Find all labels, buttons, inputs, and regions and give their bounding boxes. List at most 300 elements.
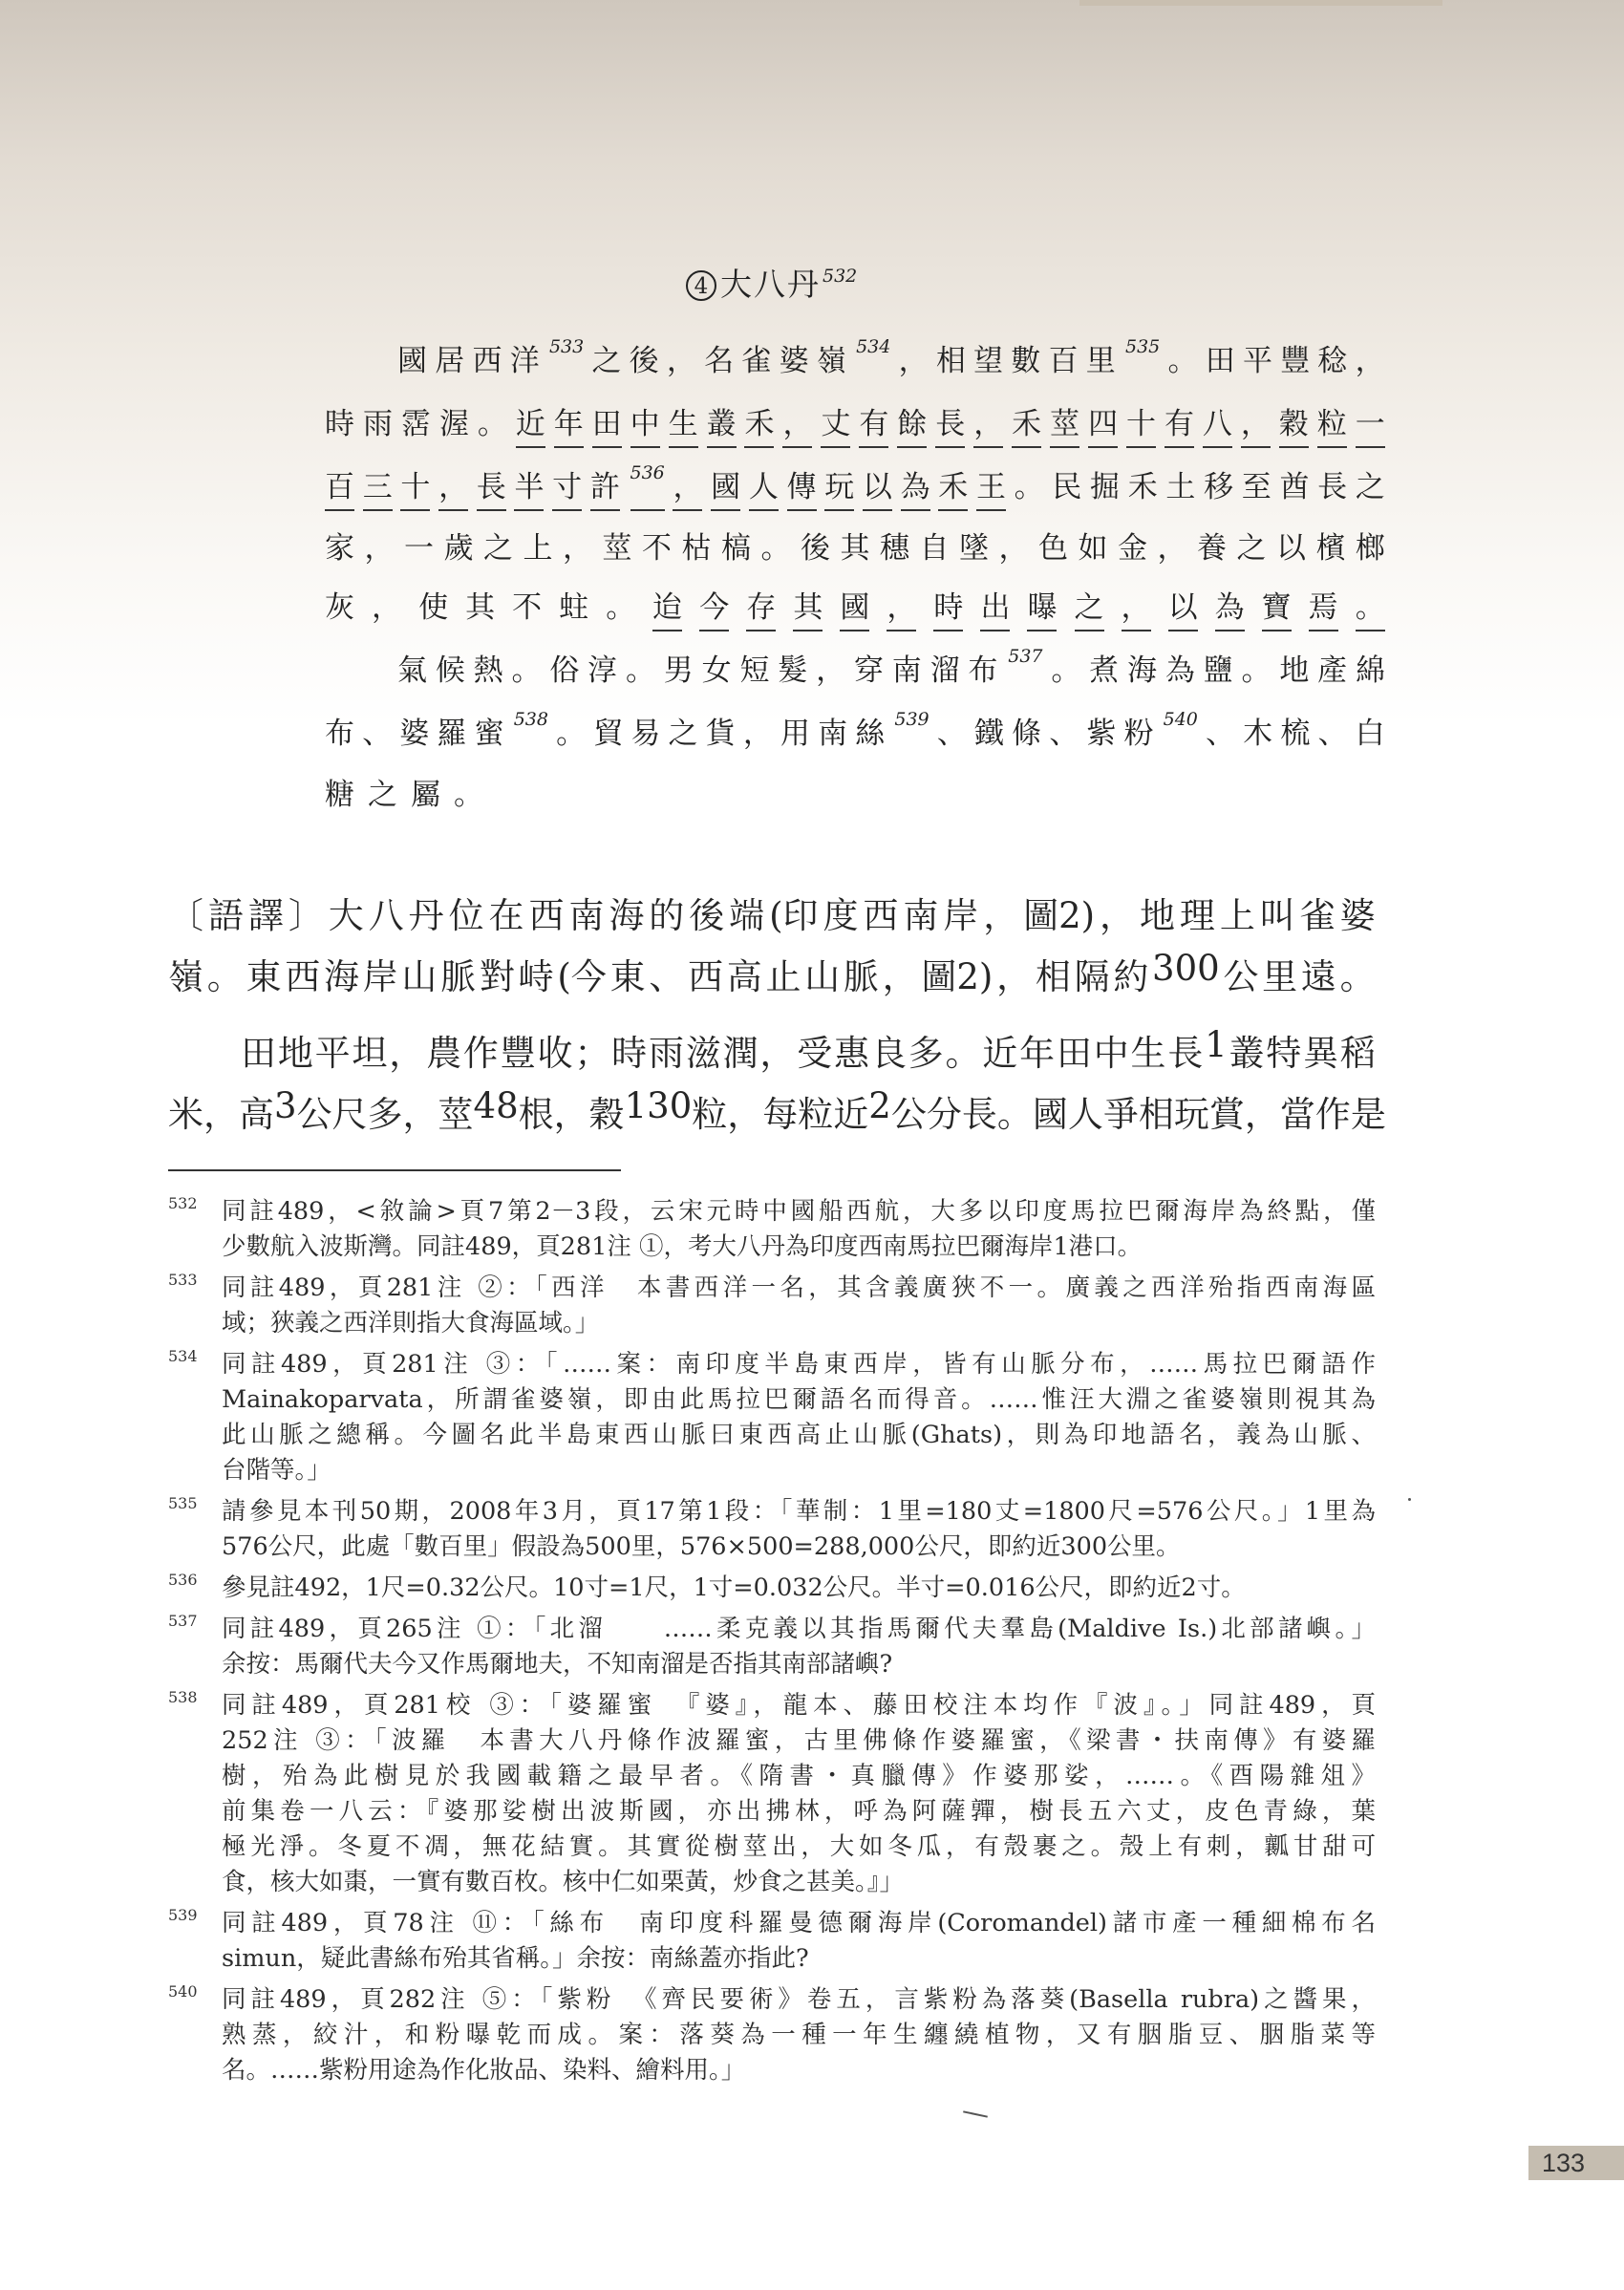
- character: 海: [1127, 653, 1157, 688]
- character: 民: [1052, 470, 1082, 504]
- translation-token: 。: [1339, 956, 1376, 997]
- translation-token: 莖: [438, 1094, 474, 1135]
- translation-token: 約: [1113, 956, 1149, 997]
- translation-token: 、: [649, 956, 685, 997]
- character: 四: [1088, 399, 1118, 448]
- character: 、: [362, 717, 393, 751]
- footnote-text: [222, 1194, 1376, 1265]
- character: 。: [1241, 653, 1271, 688]
- translation-token: 多: [367, 1094, 403, 1135]
- character: 粒: [1317, 399, 1347, 448]
- translation-token: 脈: [843, 956, 879, 997]
- translation-token: ，: [203, 1094, 239, 1135]
- translation-token: 特: [1266, 1033, 1302, 1074]
- character: ，: [1355, 344, 1385, 378]
- translation-token: 48: [473, 1085, 519, 1126]
- character: 後: [801, 531, 830, 566]
- character: 枯: [681, 531, 712, 566]
- character: ，: [898, 344, 929, 378]
- character: 霑: [400, 407, 431, 441]
- footnote-text: [222, 1271, 1376, 1341]
- character: 墜: [959, 531, 989, 566]
- character: 白: [1355, 717, 1385, 751]
- translation-token: 〔: [168, 895, 203, 936]
- character: 土: [1165, 470, 1196, 504]
- character: 、: [1206, 717, 1236, 751]
- translation-token: 南: [903, 895, 939, 936]
- character: ，: [816, 653, 846, 688]
- character: 移: [1204, 470, 1234, 504]
- footnote: [168, 1906, 1376, 1977]
- character: 氣: [397, 653, 427, 688]
- character: 許: [590, 462, 620, 511]
- translation-token: 時: [611, 1033, 648, 1074]
- character: 為: [1215, 583, 1245, 631]
- translation-token: 良: [870, 1033, 907, 1074]
- character: 屬: [411, 778, 454, 812]
- translation-token: (印: [769, 895, 819, 936]
- footnote-line: 參見註492，1尺=0.32公尺。10寸=1尺，1寸=0.032公尺。半寸=0.016公尺，即約近2寸。: [222, 1573, 1246, 1602]
- character: 年: [554, 399, 584, 448]
- translation-token: 3: [274, 1085, 297, 1126]
- footnote-ref: 537: [1008, 646, 1043, 667]
- footnote-text: [222, 1571, 1376, 1606]
- footnote-number: 538: [168, 1688, 198, 1706]
- classical-line: [325, 524, 1385, 567]
- translation-token: 東: [246, 956, 282, 997]
- character: 有: [1165, 399, 1194, 448]
- footnote-line: 252注 ③：「波羅 本書大八丹條作波羅蜜，古里佛條作婆羅蜜，《梁書・扶南傳》有婆羅: [222, 1726, 1376, 1755]
- character: 梳: [1280, 717, 1311, 751]
- translation-token: 近: [982, 1033, 1018, 1074]
- translation-token: 每: [762, 1094, 799, 1135]
- scan-speck: [963, 2110, 988, 2117]
- footnotes: [168, 1194, 1376, 2094]
- translation-token: 受: [797, 1033, 833, 1074]
- character: 不: [512, 590, 543, 625]
- page-number: 133: [1528, 2146, 1624, 2180]
- translation-token: 端: [729, 895, 765, 936]
- character: 一: [404, 531, 434, 566]
- translation-token: 。: [945, 1033, 981, 1074]
- character: 貿: [593, 717, 624, 751]
- character: 焉: [1309, 583, 1338, 631]
- character: 莖: [602, 531, 632, 566]
- translation-token: 。: [996, 1094, 1033, 1135]
- character: 為: [901, 462, 930, 511]
- character: 掘: [1090, 470, 1121, 504]
- character: 榔: [1356, 531, 1385, 566]
- character: 灰: [325, 590, 354, 625]
- character: 其: [465, 590, 496, 625]
- translation-token: 止: [765, 956, 801, 997]
- translation-token: 尺: [331, 1094, 368, 1135]
- character: 長: [935, 399, 965, 448]
- character: 南: [818, 717, 848, 751]
- footnote-line: 請參見本刊50期，2008年3月，頁17第1段：「華制：1里=180丈=1800尺=576公尺。」1里為: [222, 1497, 1376, 1526]
- translation-token: 豐: [500, 1033, 536, 1074]
- character: ，: [1157, 531, 1187, 566]
- character: 絲: [855, 717, 886, 751]
- translation-token: 的: [649, 895, 685, 936]
- character: 以: [863, 462, 892, 511]
- character: ，: [1122, 583, 1151, 631]
- footnote-number: 532: [168, 1194, 198, 1212]
- translation-token: 公: [296, 1094, 332, 1135]
- character: 上: [523, 531, 553, 566]
- character: 之: [591, 344, 622, 378]
- footnote-ref: 533: [548, 336, 585, 357]
- character: 之: [1075, 583, 1104, 631]
- character: 南: [891, 653, 922, 688]
- scan-speck: [1408, 1498, 1411, 1501]
- classical-line: [325, 462, 1385, 511]
- character: 穀: [1279, 399, 1309, 448]
- character: 生: [669, 399, 698, 448]
- character: 。: [1051, 653, 1081, 688]
- translation-token: 脈: [440, 956, 477, 997]
- character: 禾: [1127, 470, 1158, 504]
- character: 用: [780, 717, 810, 751]
- translation-token: 2: [868, 1085, 891, 1126]
- character: 地: [1279, 653, 1310, 688]
- character: 至: [1241, 470, 1271, 504]
- character: 布: [325, 717, 354, 751]
- character: 稔: [1317, 344, 1348, 378]
- character: 之: [1236, 531, 1267, 566]
- character: 餘: [897, 399, 927, 448]
- character: 綿: [1355, 653, 1385, 688]
- character: 如: [1078, 531, 1108, 566]
- footnote: [168, 1494, 1376, 1565]
- translation-token: 語: [207, 895, 244, 936]
- classical-line: [325, 399, 1385, 448]
- character: ，: [364, 531, 395, 566]
- character: 鹽: [1203, 653, 1233, 688]
- character: 木: [1243, 717, 1273, 751]
- footnote-number: 539: [168, 1906, 198, 1924]
- footnote-line: 食，核大如棗，一實有數百枚。核中仁如栗黃，炒食之甚美。』」: [222, 1868, 905, 1896]
- translation-token: ，: [1100, 895, 1136, 936]
- footnote-text: [222, 1612, 1376, 1682]
- character: 雨: [362, 407, 393, 441]
- character: 。: [760, 531, 791, 566]
- character: 其: [840, 531, 870, 566]
- classical-line: [397, 646, 1385, 689]
- translation-token: 叫: [1259, 895, 1295, 936]
- translation-token: 國: [1032, 1094, 1068, 1135]
- character: 酋: [1279, 470, 1310, 504]
- footnote-line: 名。……紫粉用途為作化妝品、染料、繪料用。」: [222, 2056, 746, 2085]
- footnote-line: 少數航入波斯灣。同註489，頁281注 ①，考大八丹為印度西南馬拉巴爾海岸1港口。: [222, 1232, 1143, 1261]
- translation-token: 潤: [722, 1033, 759, 1074]
- footnote-line: 樹，殆為此樹見於我國載籍之最早者。《隋書・真臘傳》作婆那娑，……。《酉陽雜俎》: [222, 1762, 1376, 1790]
- translation-token: 高: [239, 1094, 274, 1135]
- character: 玩: [824, 462, 854, 511]
- character: 、: [1049, 717, 1079, 751]
- character: 歲: [443, 531, 474, 566]
- translation-line: [168, 1085, 1386, 1137]
- character: 今: [699, 583, 729, 631]
- character: 望: [973, 344, 1004, 378]
- character: 粉: [1123, 717, 1154, 751]
- footnote: [168, 1612, 1376, 1682]
- character: 有: [859, 399, 888, 448]
- translation-token: 上: [1219, 895, 1255, 936]
- translation-token: 里: [1262, 956, 1298, 997]
- character: 不: [642, 531, 672, 566]
- translation-token: 。: [206, 956, 243, 997]
- character: 禾: [1012, 399, 1041, 448]
- translation-token: 130: [624, 1085, 693, 1126]
- character: 條: [1012, 717, 1042, 751]
- character: 中: [630, 399, 660, 448]
- character: 豐: [1280, 344, 1311, 378]
- character: 時: [933, 583, 963, 631]
- translation-token: 南: [568, 895, 605, 936]
- character: 色: [1038, 531, 1068, 566]
- character: 半: [514, 462, 544, 511]
- translation-token: 理: [1179, 895, 1215, 936]
- translation-token: ，: [727, 1094, 763, 1135]
- character: 八: [1203, 399, 1232, 448]
- character: 之: [483, 531, 513, 566]
- translation-token: 西: [863, 895, 899, 936]
- character: 鐵: [973, 717, 1004, 751]
- character: 蜜: [474, 717, 504, 751]
- translation-token: 高: [726, 956, 762, 997]
- translation-token: 東: [609, 956, 646, 997]
- translation-token: ，: [996, 956, 1033, 997]
- footnote-line: 同註489，頁265注 ①：「北溜 ……柔克義以其指馬爾代夫羣島(Maldive Is.)北部諸嶼。」: [222, 1615, 1376, 1643]
- translation-token: 長: [1167, 1033, 1204, 1074]
- character: 名: [704, 344, 735, 378]
- character: ，: [666, 344, 696, 378]
- character: ，: [372, 590, 402, 625]
- character: 、: [936, 717, 967, 751]
- footnote-number: 540: [168, 1982, 198, 2001]
- translation-token: 坦: [352, 1033, 388, 1074]
- translation-token: 作: [1314, 1094, 1351, 1135]
- character: 叢: [707, 399, 737, 448]
- translation-token: 山: [804, 956, 841, 997]
- translation-token: ，: [389, 1033, 425, 1074]
- translation-line: [168, 887, 1376, 938]
- translation-line: [241, 1024, 1376, 1076]
- character: 人: [749, 462, 779, 511]
- character: 洋: [509, 344, 540, 378]
- footnote-line: 同註489，頁281校 ③：「婆羅蜜 『婆』，龍本、藤田校注本均作『波』。」同註489，頁: [222, 1691, 1376, 1720]
- translation-token: ；: [574, 1033, 610, 1074]
- character: 王: [976, 462, 1006, 511]
- translation-line: [168, 948, 1376, 999]
- translation-token: ，: [402, 1094, 438, 1135]
- translation-token: 嶺: [168, 956, 203, 997]
- character: ，: [973, 399, 1003, 448]
- character: 貨: [705, 717, 736, 751]
- translation-token: 在: [488, 895, 524, 936]
- character: 雀: [741, 344, 772, 378]
- character: 十: [400, 462, 430, 511]
- character: 羅: [437, 717, 467, 751]
- translation-token: 岸: [362, 956, 398, 997]
- translation-token: ，: [1244, 1094, 1280, 1135]
- translation-token: 婆: [1339, 895, 1376, 936]
- character: 傳: [787, 462, 817, 511]
- character: 之: [668, 717, 698, 751]
- footnote-line: 前集卷一八云：『婆那娑樹出波斯國，亦出拂林，呼為阿薩嚲，樹長五六丈，皮色青綠，葉: [222, 1797, 1376, 1826]
- character: 渥: [438, 407, 469, 441]
- translation-token: 公: [1223, 956, 1259, 997]
- character: 金: [1118, 531, 1147, 566]
- footnote-text: [222, 1347, 1376, 1488]
- footnote: [168, 1982, 1376, 2088]
- translation-token: 叢: [1229, 1033, 1265, 1074]
- footnote-text: [222, 1906, 1376, 1977]
- character: 俗: [549, 653, 580, 688]
- footnote-line: 同註489，頁282注 ⑤：「紫粉 《齊民要術》卷五，言紫粉為落葵(Basella rubra)之醬果，: [222, 1985, 1376, 2014]
- character: 田: [1205, 344, 1235, 378]
- character: 國: [840, 583, 869, 631]
- character: 槁: [721, 531, 751, 566]
- footnote-line: 域；狹義之西洋則指大食海區域。」: [222, 1309, 600, 1338]
- character: 檳: [1315, 531, 1346, 566]
- character: 溜: [930, 653, 960, 688]
- character: 一: [1356, 399, 1385, 448]
- translation-token: 是: [1350, 1094, 1386, 1135]
- character: 寸: [552, 462, 582, 511]
- character: 時: [325, 407, 354, 441]
- classical-line: [325, 709, 1385, 752]
- character: 熱: [473, 653, 503, 688]
- character: 。: [1167, 344, 1198, 378]
- character: 婆: [399, 717, 430, 751]
- character: 存: [746, 583, 776, 631]
- translation-token: 遠: [1300, 956, 1336, 997]
- section-heading: [686, 260, 857, 305]
- section-title: 大八丹: [720, 266, 821, 303]
- translation-token: ，: [553, 1094, 589, 1135]
- translation-token: 粒: [692, 1094, 728, 1135]
- translation-token: ，: [882, 956, 918, 997]
- footnote-text: [222, 1688, 1376, 1900]
- translation-token: 稻: [1339, 1033, 1376, 1074]
- footnote-line: 極光淨。冬夏不凋，無花結實。其實從樹莖出，大如冬瓜，有殼裹之。殼上有刺，瓤甘甜可: [222, 1832, 1376, 1861]
- translation-token: 丹: [408, 895, 444, 936]
- character: 婆: [779, 344, 809, 378]
- footnote-ref: 538: [513, 709, 548, 730]
- translation-token: 滋: [685, 1033, 721, 1074]
- character: 。: [477, 407, 507, 441]
- translation-token: 玩: [1173, 1094, 1209, 1135]
- translation-token: (今: [557, 956, 607, 997]
- translation-token: 生: [1130, 1033, 1166, 1074]
- translation-token: 粒: [798, 1094, 834, 1135]
- character: ，: [998, 531, 1029, 566]
- translation-token: 八: [368, 895, 404, 936]
- translation-token: 圖2): [921, 956, 994, 997]
- footnote-number: 535: [168, 1494, 198, 1512]
- character: 。: [1014, 470, 1044, 504]
- translation-token: 田: [241, 1033, 276, 1074]
- footnote-number: 534: [168, 1347, 198, 1365]
- character: 田: [592, 399, 622, 448]
- character: ，: [742, 717, 773, 751]
- character: 穿: [853, 653, 884, 688]
- footnote: [168, 1688, 1376, 1900]
- character: 、: [1317, 717, 1348, 751]
- character: 。: [511, 653, 542, 688]
- character: 使: [418, 590, 449, 625]
- character: 相: [935, 344, 966, 378]
- translation-token: 海: [323, 956, 359, 997]
- classical-line: [397, 336, 1385, 379]
- translation-token: 根: [518, 1094, 554, 1135]
- footnote: [168, 1347, 1376, 1488]
- translation-token: 人: [1067, 1094, 1103, 1135]
- translation-token: 相: [1138, 1094, 1174, 1135]
- translation-token: 地: [1139, 895, 1175, 936]
- character: 里: [1085, 344, 1116, 378]
- translation-token: 穀: [588, 1094, 625, 1135]
- footnote-line: 此山脈之總稱。今圖名此半島東西山脈曰東西高止山脈(Ghats)，則為印地語名，義為山脈、: [222, 1421, 1376, 1449]
- translation-token: 作: [462, 1033, 499, 1074]
- footnote: [168, 1271, 1376, 1341]
- footnote-line: 同註489，頁281注 ②：「西洋 本書西洋一名，其含義廣狹不一。廣義之西洋殆指西南海區: [222, 1273, 1376, 1302]
- character: 以: [1168, 583, 1198, 631]
- character: 西: [472, 344, 502, 378]
- character: 居: [435, 344, 465, 378]
- footnote-number: 536: [168, 1571, 198, 1589]
- footnote-text: [222, 1494, 1376, 1565]
- character: ，: [887, 583, 916, 631]
- character: 莖: [1050, 399, 1079, 448]
- character: 近: [516, 399, 545, 448]
- character: 之: [368, 778, 411, 812]
- footnote-divider: [168, 1169, 621, 1171]
- character: 穗: [880, 531, 909, 566]
- character: 。: [556, 717, 587, 751]
- translation-token: 相: [1035, 956, 1071, 997]
- footnote: [168, 1194, 1376, 1265]
- translation-token: 分: [926, 1094, 962, 1135]
- translation-token: 譯: [247, 895, 284, 936]
- character: 糖: [325, 778, 368, 812]
- character: 以: [1276, 531, 1306, 566]
- character: 女: [701, 653, 732, 688]
- footnote-line: 同註489，頁78注 ⑪：「絲布 南印度科羅曼德爾海岸(Coromandel)諸市產一種細棉布名: [222, 1909, 1376, 1937]
- translation-token: 岸: [943, 895, 979, 936]
- character: 家: [325, 531, 354, 566]
- character: 禾: [938, 462, 968, 511]
- character: 出: [980, 583, 1010, 631]
- character: 後: [629, 344, 659, 378]
- translation-token: 峙: [518, 956, 554, 997]
- translation-token: 300: [1152, 948, 1220, 989]
- footnote: [168, 1571, 1376, 1606]
- footnote-ref: 540: [1163, 709, 1198, 730]
- circled-number: 4: [686, 270, 716, 301]
- character: 。: [1356, 583, 1385, 631]
- footnote-line: 同註489，<敘論>頁7第2－3段，云宋元時中國船西航，大多以印度馬拉巴爾海岸為終點，僅: [222, 1197, 1376, 1226]
- translation-token: 近: [833, 1094, 869, 1135]
- translation-token: 對: [479, 956, 515, 997]
- character: 丈: [821, 399, 850, 448]
- footnote-ref: 536: [630, 462, 665, 511]
- classical-line: [325, 583, 1385, 631]
- footnote-line: 台階等。」: [222, 1456, 331, 1485]
- character: 男: [663, 653, 694, 688]
